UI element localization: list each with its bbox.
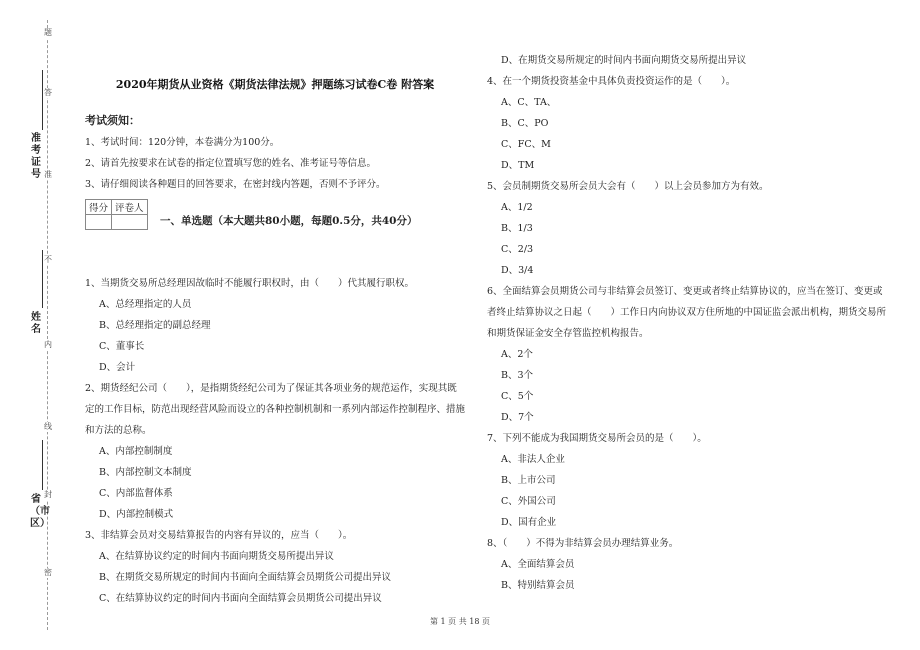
option-a[interactable]: A、非法人企业 [501,454,565,465]
question-stem: 8、（ ）不得为非结算会员办理结算业务。 [487,538,679,549]
question-3-continued [487,50,887,71]
option-b[interactable]: B、1/3 [501,223,533,234]
page-title: 2020年期货从业资格《期货法律法规》押题练习试卷C卷 附答案 [115,78,435,91]
notice-heading: 考试须知： [85,114,140,127]
notice-list [85,132,465,195]
binding-char: 不 [44,255,52,264]
score-cell[interactable] [86,215,112,230]
option-b[interactable]: B、C、PO [501,118,549,129]
option-d[interactable]: D、TM [501,160,535,171]
option-d[interactable]: D、会计 [99,362,136,373]
option-c[interactable]: C、在结算协议约定的时间内书面向全面结算会员期货公司提出异议 [99,593,382,604]
question-stem: 2、期货经纪公司（ ），是指期货经纪公司为了保证其各项业务的规范运作，实现其既定的工作目标，防范出现经营风险而设立的各种控制机制和一系列内部运作控制程序、措施和方法的总称。 [85,383,466,436]
option-a[interactable]: A、1/2 [501,202,533,213]
binding-char: 密 [44,568,52,577]
binding-char: 答 [44,88,52,97]
option-a[interactable]: A、2个 [501,349,533,360]
option-c[interactable]: C、5个 [501,391,534,402]
right-column [487,50,887,596]
grader-cell-label: 评卷人 [112,200,148,215]
option-a[interactable]: A、总经理指定的人员 [99,299,192,310]
section-title: 一、单选题（本大题共80小题，每题0.5分，共40分） [160,215,418,227]
question-stem: 1、当期货交易所总经理因故临时不能履行职权时，由（ ）代其履行职权。 [85,278,415,289]
name-line [42,250,43,308]
question-stem: 3、非结算会员对交易结算报告的内容有异议的，应当（ ）。 [85,530,353,541]
option-b[interactable]: B、总经理指定的副总经理 [99,320,211,331]
option-d[interactable]: D、3/4 [501,265,534,276]
option-b[interactable]: B、特别结算会员 [501,580,575,591]
binding-char: 内 [44,340,52,349]
option-c[interactable]: C、外国公司 [501,496,556,507]
left-column [85,68,465,609]
region-line [42,440,43,490]
option-c[interactable]: C、2/3 [501,244,534,255]
page-footer: 第 1 页 共 18 页 [430,617,490,626]
option-a[interactable]: A、在结算协议约定的时间内书面向期货交易所提出异议 [99,551,334,562]
question-6 [487,281,887,428]
score-table [85,199,148,230]
binding-char: 封 [44,490,52,499]
question-5 [487,176,887,281]
question-stem: 7、下列不能成为我国期货交易所会员的是（ ）。 [487,433,707,444]
option-d[interactable]: D、国有企业 [501,517,557,528]
option-b[interactable]: B、上市公司 [501,475,556,486]
option-a[interactable]: A、全面结算会员 [501,559,575,570]
notice-item: 1、考试时间：120分钟，本卷满分为100分。 [85,137,280,148]
option-b[interactable]: B、内部控制文本制度 [99,467,192,478]
binding-char: 线 [44,422,52,431]
option-a[interactable]: A、C、TA、 [501,97,557,108]
binding-char: 题 [44,28,52,37]
question-8 [487,533,887,596]
option-b[interactable]: B、3个 [501,370,534,381]
question-stem: 6、全面结算会员期货公司与非结算会员签订、变更或者终止结算协议的，应当在签订、变更或者终止结算协议之日起（ ）工作日内向协议双方住所地的中国证监会派出机构，期货交易所和期货保证金安全存管监控机构报告。 [487,286,887,339]
option-c[interactable]: C、董事长 [99,341,145,352]
seal-line [47,20,48,630]
score-cell-label: 得分 [86,200,112,215]
score-row [85,199,465,233]
exam-number-line [42,70,43,130]
region-label: 省（市区） [30,494,50,529]
binding-char: 准 [44,170,52,179]
question-stem: 4、在一个期货投资基金中具体负责投资运作的是（ ）。 [487,76,736,87]
notice-item: 2、请首先按要求在试卷的指定位置填写您的姓名、准考证号等信息。 [85,158,377,169]
question-stem: 5、会员制期货交易所会员大会有（ ）以上会员参加方为有效。 [487,181,769,192]
grader-cell[interactable] [112,215,148,230]
question-7 [487,428,887,533]
question-3 [85,525,465,609]
question-4 [487,71,887,176]
question-1 [85,273,465,378]
option-b[interactable]: B、在期货交易所规定的时间内书面向全面结算会员期货公司提出异议 [99,572,391,583]
name-label: 姓名 [31,312,41,335]
option-d[interactable]: D、内部控制模式 [99,509,174,520]
exam-number-label: 准考证号 [31,133,41,180]
option-d[interactable]: D、7个 [501,412,534,423]
binding-margin [0,0,80,650]
option-c[interactable]: C、FC、M [501,139,551,150]
question-2 [85,378,465,525]
option-c[interactable]: C、内部监督体系 [99,488,173,499]
option-a[interactable]: A、内部控制制度 [99,446,173,457]
option-d[interactable]: D、在期货交易所规定的时间内书面向期货交易所提出异议 [501,55,747,66]
notice-item: 3、请仔细阅读各种题目的回答要求，在密封线内答题，否则不予评分。 [85,179,386,190]
